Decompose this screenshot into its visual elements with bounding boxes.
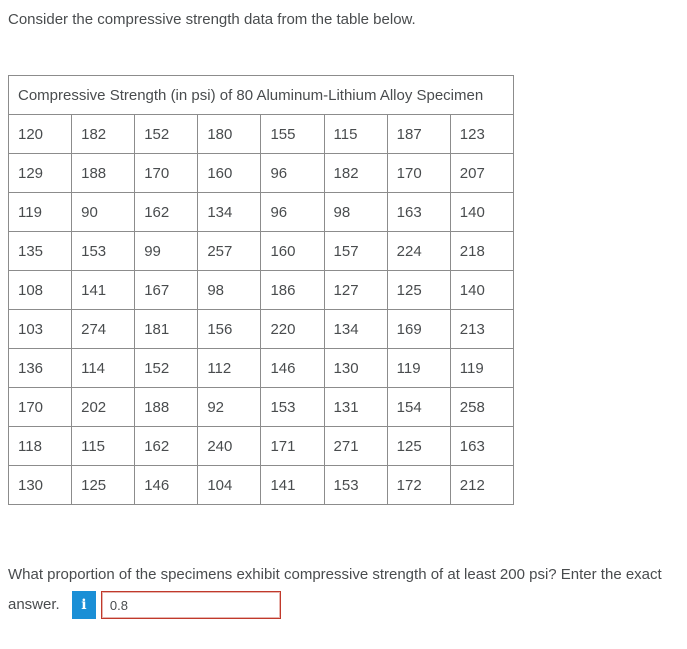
table-cell: 154 — [387, 388, 450, 427]
table-row — [9, 193, 514, 232]
table-cell: 90 — [72, 193, 135, 232]
table-cell: 92 — [198, 388, 261, 427]
table-cell: 114 — [72, 349, 135, 388]
table-row — [9, 115, 514, 154]
table-row — [9, 388, 514, 427]
compressive-strength-table — [8, 75, 514, 505]
table-row — [9, 466, 514, 505]
table-row — [9, 310, 514, 349]
table-cell: 187 — [387, 115, 450, 154]
table-cell: 153 — [72, 232, 135, 271]
table-cell: 153 — [261, 388, 324, 427]
table-cell: 131 — [324, 388, 387, 427]
table-cell: 136 — [9, 349, 72, 388]
table-cell: 96 — [261, 154, 324, 193]
table-cell: 162 — [135, 193, 198, 232]
table-cell: 112 — [198, 349, 261, 388]
table-cell: 125 — [387, 427, 450, 466]
table-cell: 180 — [198, 115, 261, 154]
question-block — [8, 560, 680, 620]
table-cell: 160 — [261, 232, 324, 271]
table-cell: 188 — [135, 388, 198, 427]
table-cell: 218 — [450, 232, 513, 271]
table-cell: 152 — [135, 349, 198, 388]
table-cell: 182 — [72, 115, 135, 154]
table-cell: 163 — [387, 193, 450, 232]
table-cell: 224 — [387, 232, 450, 271]
table-cell: 169 — [387, 310, 450, 349]
table-cell: 220 — [261, 310, 324, 349]
table-cell: 181 — [135, 310, 198, 349]
table-cell: 115 — [72, 427, 135, 466]
table-cell: 162 — [135, 427, 198, 466]
table-cell: 141 — [72, 271, 135, 310]
table-cell: 155 — [261, 115, 324, 154]
table-cell: 182 — [324, 154, 387, 193]
table-row — [9, 154, 514, 193]
table-cell: 274 — [72, 310, 135, 349]
table-cell: 202 — [72, 388, 135, 427]
table-cell: 123 — [450, 115, 513, 154]
table-cell: 153 — [324, 466, 387, 505]
table-cell: 257 — [198, 232, 261, 271]
table-row — [9, 349, 514, 388]
table-row — [9, 271, 514, 310]
answer-line — [64, 591, 281, 619]
table-cell: 167 — [135, 271, 198, 310]
table-cell: 157 — [324, 232, 387, 271]
table-cell: 134 — [324, 310, 387, 349]
table-cell: 271 — [324, 427, 387, 466]
table-cell: 212 — [450, 466, 513, 505]
table-cell: 130 — [9, 466, 72, 505]
table-cell: 156 — [198, 310, 261, 349]
table-row — [9, 232, 514, 271]
table-cell: 115 — [324, 115, 387, 154]
table-cell: 96 — [261, 193, 324, 232]
table-cell: 140 — [450, 271, 513, 310]
table-cell: 119 — [9, 193, 72, 232]
table-row — [9, 427, 514, 466]
table-cell: 146 — [135, 466, 198, 505]
table-cell: 240 — [198, 427, 261, 466]
table-cell: 188 — [72, 154, 135, 193]
table-cell: 125 — [387, 271, 450, 310]
table-cell: 140 — [450, 193, 513, 232]
table-cell: 99 — [135, 232, 198, 271]
table-cell: 141 — [261, 466, 324, 505]
table-cell: 160 — [198, 154, 261, 193]
table-cell: 134 — [198, 193, 261, 232]
table-cell: 119 — [387, 349, 450, 388]
table-cell: 258 — [450, 388, 513, 427]
table-cell: 146 — [261, 349, 324, 388]
table-caption: Compressive Strength (in psi) of 80 Aluminum-Lithium Alloy Specimen — [9, 76, 514, 115]
table-cell: 103 — [9, 310, 72, 349]
table-cell: 104 — [198, 466, 261, 505]
table-cell: 172 — [387, 466, 450, 505]
table-cell: 171 — [261, 427, 324, 466]
table-cell: 163 — [450, 427, 513, 466]
table-cell: 135 — [9, 232, 72, 271]
question-text: What proportion of the specimens exhibit compressive strength of at least 200 psi? Enter the exact answer. — [8, 566, 662, 613]
table-cell: 207 — [450, 154, 513, 193]
table-cell: 98 — [198, 271, 261, 310]
answer-input[interactable] — [101, 591, 281, 619]
table-cell: 130 — [324, 349, 387, 388]
table-cell: 118 — [9, 427, 72, 466]
table-cell: 98 — [324, 193, 387, 232]
table-cell: 119 — [450, 349, 513, 388]
table-cell: 170 — [135, 154, 198, 193]
table-caption-row — [9, 76, 514, 115]
table-cell: 120 — [9, 115, 72, 154]
table-cell: 129 — [9, 154, 72, 193]
table-cell: 152 — [135, 115, 198, 154]
table-cell: 108 — [9, 271, 72, 310]
table-cell: 127 — [324, 271, 387, 310]
table-cell: 213 — [450, 310, 513, 349]
table-cell: 170 — [387, 154, 450, 193]
table-cell: 125 — [72, 466, 135, 505]
intro-text: Consider the compressive strength data from the table below. — [8, 11, 416, 28]
table-cell: 186 — [261, 271, 324, 310]
table-cell: 170 — [9, 388, 72, 427]
info-icon[interactable]: i — [72, 591, 96, 619]
